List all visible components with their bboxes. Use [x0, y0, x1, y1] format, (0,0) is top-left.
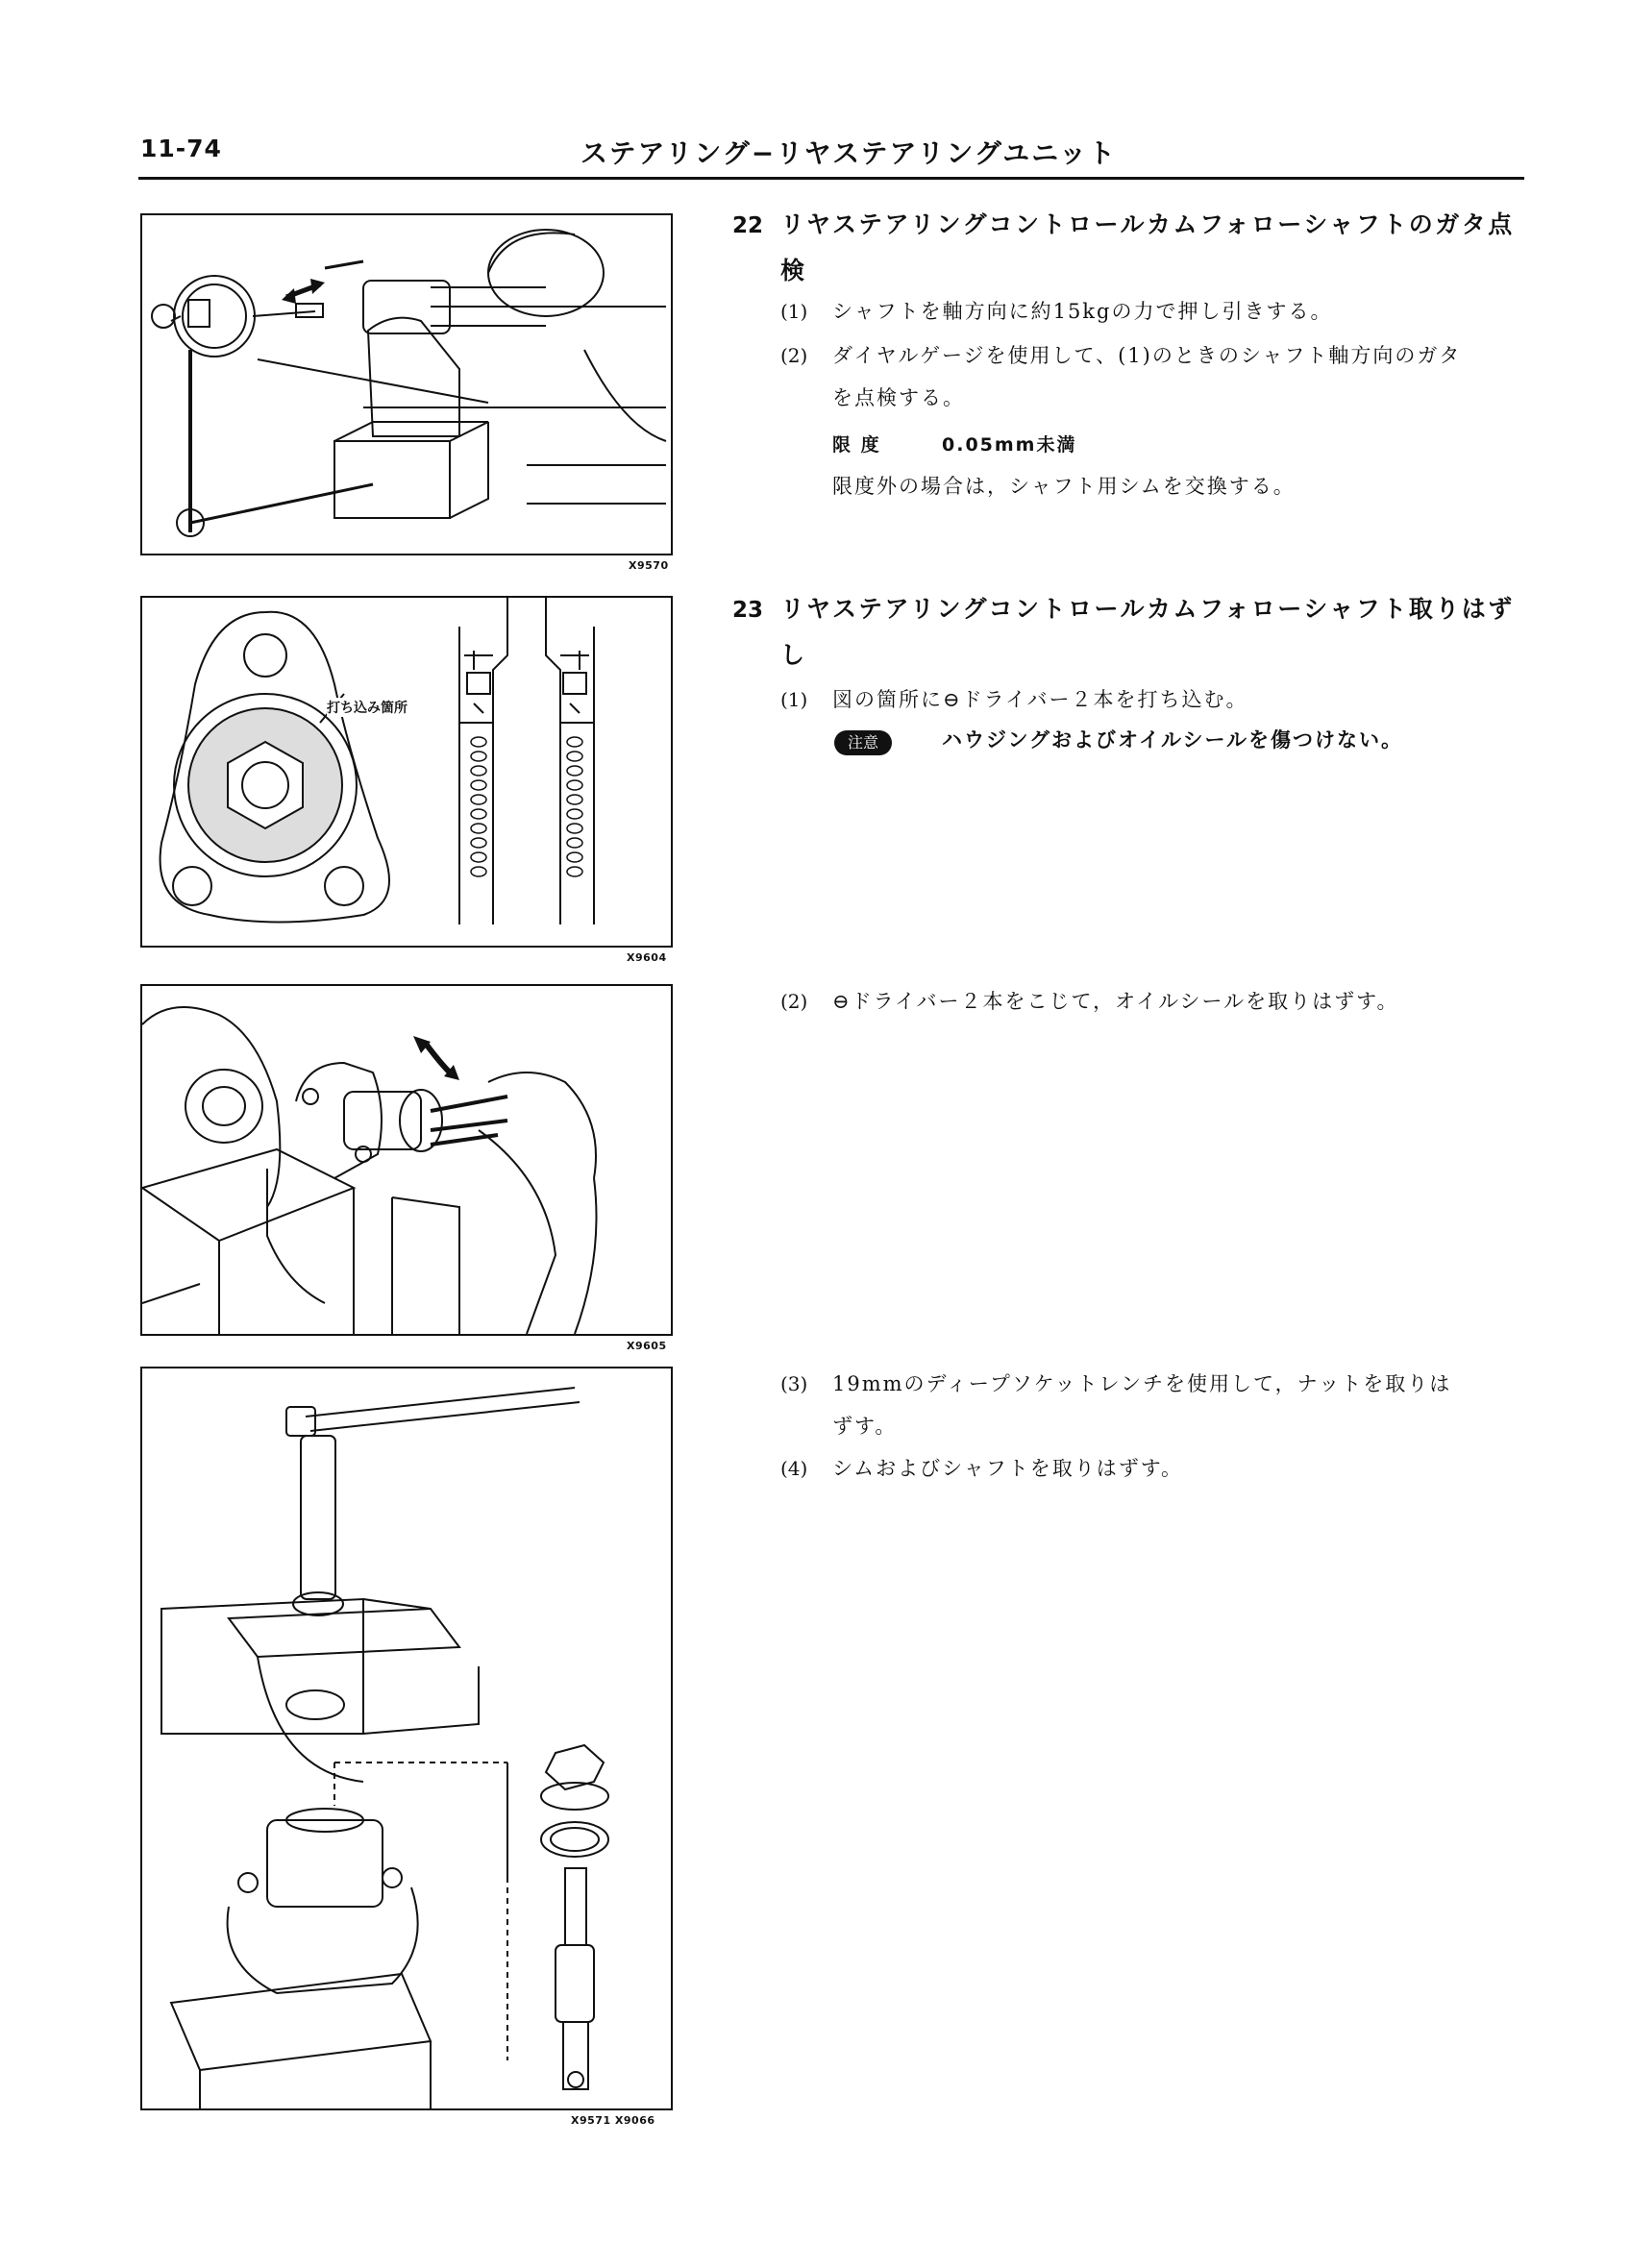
- caution-badge: 注意: [834, 730, 892, 755]
- shaft-removal-illustration: [142, 1368, 671, 2108]
- oil-seal-removal-illustration: [142, 986, 671, 1334]
- step-23-title-line-2: し: [780, 641, 807, 669]
- step-22-item-1-number: (1): [780, 300, 808, 323]
- figure-code: X9604: [627, 951, 667, 964]
- limit-label: 限 度: [832, 434, 881, 456]
- figure-oil-seal-position: [140, 596, 673, 948]
- caution-text: ハウジングおよびオイルシールを傷つけない。: [942, 728, 1404, 752]
- figure-oil-seal-removal: [140, 984, 673, 1336]
- header-divider: [138, 177, 1524, 180]
- step-22-item-1-text: シャフトを軸方向に約15kgの力で押し引きする。: [832, 300, 1333, 323]
- figure-shaft-removal: [140, 1367, 673, 2110]
- figure-code: X9605: [627, 1340, 667, 1352]
- step-23-item-3-text-line-1: 19mmのディープソケットレンチを使用して，ナットを取りは: [832, 1372, 1452, 1395]
- step-22-title: [780, 202, 1540, 294]
- step-23-item-4-text: シムおよびシャフトを取りはずす。: [832, 1457, 1184, 1480]
- page-number: 11-74: [140, 135, 222, 162]
- step-23-item-2-number: (2): [780, 990, 808, 1013]
- step-23-title-line-1: リヤステアリングコントロールカムフォローシャフト取りはず: [780, 595, 1515, 623]
- step-23-number: 23: [732, 598, 764, 623]
- step-23-title: [780, 586, 1540, 678]
- step-22-title-line-2: 検: [780, 257, 807, 284]
- figure-dial-gauge: [140, 213, 673, 555]
- oil-seal-diagram: [142, 598, 671, 946]
- dial-gauge-illustration: [142, 215, 671, 554]
- figure-code: X9570: [629, 559, 669, 572]
- limit-value: 0.05mm未満: [942, 434, 1077, 456]
- step-23-item-3-text-line-2: ずす。: [832, 1415, 898, 1438]
- figure-code: X9571 X9066: [571, 2114, 655, 2127]
- step-22-number: 22: [732, 213, 764, 238]
- step-22-item-2-text-line-2: を点検する。: [832, 386, 965, 409]
- step-23-item-2-text: ⊖ドライバー２本をこじて，オイルシールを取りはずす。: [832, 990, 1399, 1013]
- step-22-title-line-1: リヤステアリングコントロールカムフォローシャフトのガタ点: [780, 210, 1515, 238]
- step-23-item-1-number: (1): [780, 688, 808, 711]
- step-23-item-4-number: (4): [780, 1457, 808, 1480]
- step-23-item-1-text: 図の箇所に⊖ドライバー２本を打ち込む。: [832, 688, 1248, 711]
- page-title: ステアリング−リヤステアリングユニット: [580, 137, 1118, 169]
- step-23-item-3-number: (3): [780, 1372, 808, 1395]
- step-22-item-2-number: (2): [780, 344, 808, 367]
- drive-in-point-label: 打ち込み箇所: [327, 698, 408, 717]
- step-22-item-2-text-line-1: ダイヤルゲージを使用して、(1)のときのシャフト軸方向のガタ: [832, 344, 1462, 367]
- limit-note: 限度外の場合は，シャフト用シムを交換する。: [832, 475, 1296, 498]
